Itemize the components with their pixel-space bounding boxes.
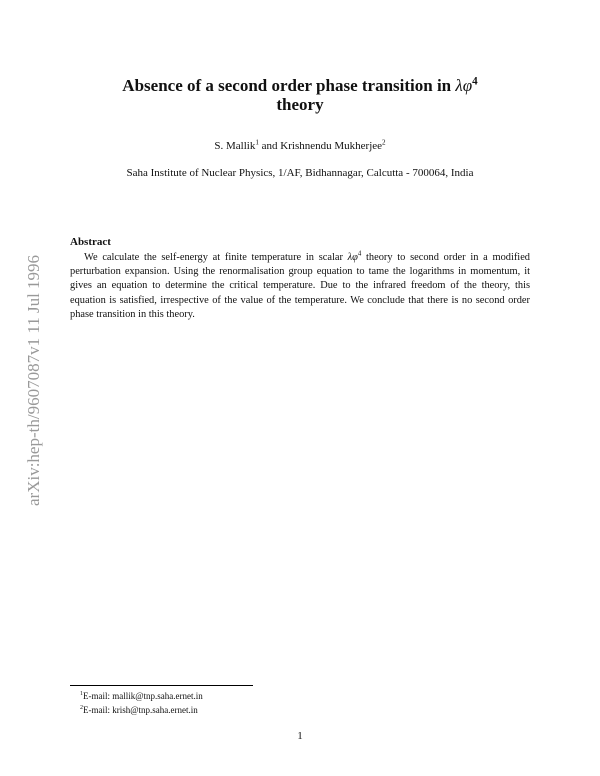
footnote-rule (70, 685, 253, 686)
author-connector: and (258, 140, 281, 152)
abstract-exponent: 4 (357, 250, 362, 258)
footnote-2-text: E-mail: krish@tnp.saha.ernet.in (83, 705, 198, 715)
author-1: S. Mallik (214, 140, 256, 152)
abstract-body (70, 251, 530, 322)
footnote-1 (80, 688, 203, 702)
author-2: Krishnendu Mukherjee (280, 140, 383, 152)
title-lambda: λ (455, 76, 463, 95)
footnote-1-text: E-mail: mallik@tnp.saha.ernet.in (83, 691, 203, 701)
author-1-mark: 1 (255, 138, 259, 147)
author-2-mark: 2 (382, 138, 386, 147)
abstract-lambda-phi: λφ (347, 252, 358, 263)
abstract-text-2: theory to second order in a modified perturbation expansion. Using the renormalisation group equation to tame the logarithms in momentum, it gives an equation to determine the critical temperature. Due to the infrared freedom of the theory, this equation is satisfied, irrespective of the value of the temperature. We conclude that there is no second order phase transition in this theory. (70, 252, 530, 320)
footnote-2 (80, 702, 203, 716)
authors (60, 140, 540, 152)
paper-title (80, 76, 520, 114)
footnote-2-mark: 2 (80, 705, 83, 711)
title-text: Absence of a second order phase transition in (122, 76, 456, 95)
title-exponent: 4 (472, 75, 478, 88)
abstract-heading: Abstract (70, 236, 111, 248)
footnote-1-mark: 1 (80, 691, 83, 697)
affiliation: Saha Institute of Nuclear Physics, 1/AF, Bidhannagar, Calcutta - 700064, India (126, 167, 474, 179)
arxiv-watermark (24, 210, 44, 510)
abstract-text-1: We calculate the self-energy at finite temperature in scalar (84, 252, 348, 263)
footnotes (80, 688, 203, 716)
arxiv-watermark-text: arXiv:hep-th/9607087v1 11 Jul 1996 (24, 254, 43, 506)
title-phi: φ (462, 76, 473, 95)
page-number: 1 (297, 730, 303, 742)
title-text-end: theory (276, 95, 324, 114)
